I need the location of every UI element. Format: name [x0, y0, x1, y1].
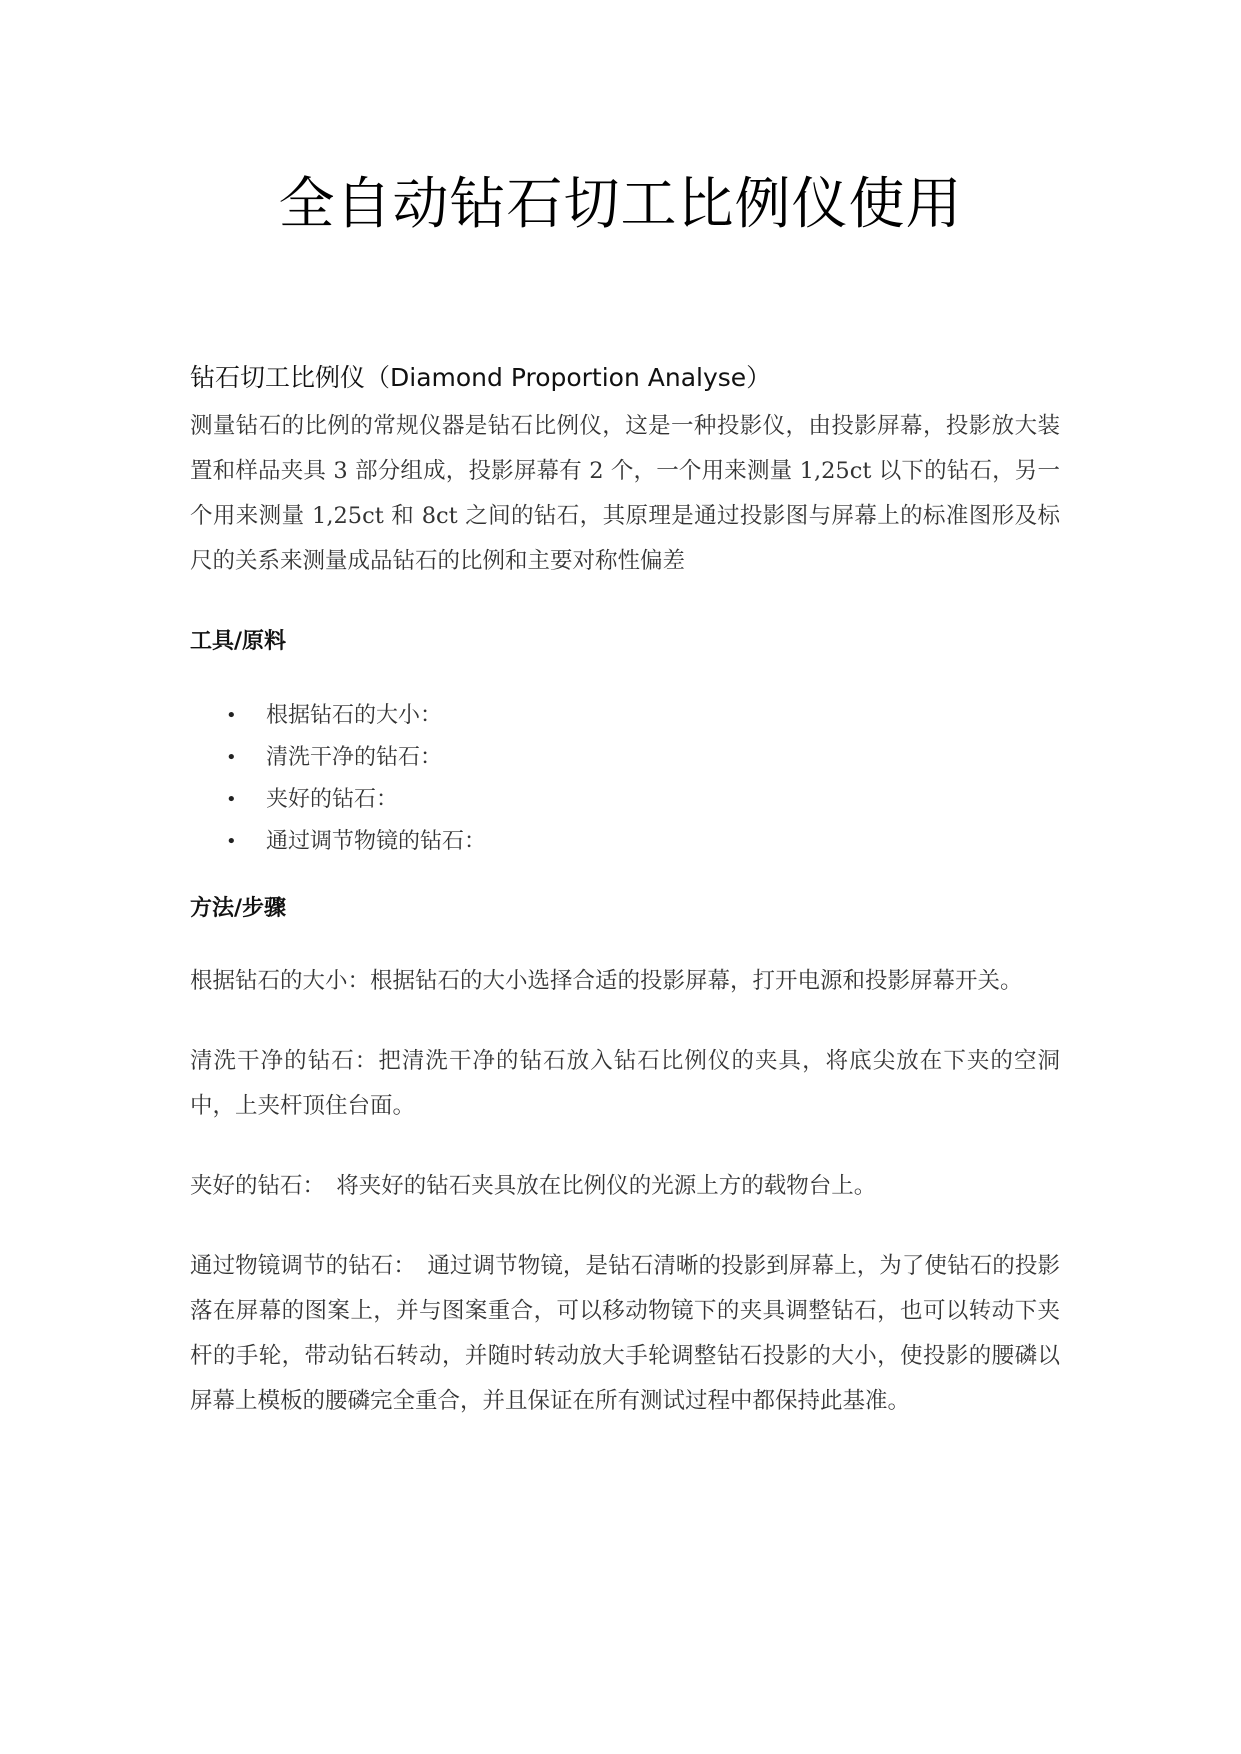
list-item [226, 779, 1060, 821]
intro-paragraph: 测量钻石的比例的常规仪器是钻石比例仪，这是一种投影仪，由投影屏幕，投影放大装置和样品夹具 3 部分组成，投影屏幕有 2 个，一个用来测量 1,25ct 以下的钻石，另一个用来测量 1,25ct 和 8ct 之间的钻石，其原理是通过投影图与屏幕上的标准图形及标尺的关系来测量成品钻石的比例和主要对称性偏差 [190, 413, 1060, 574]
tool-item-text: 清洗干净的钻石： [266, 745, 443, 770]
bullet-icon: • [226, 705, 237, 726]
tool-item-text: 通过调节物镜的钻石： [266, 829, 487, 854]
step-paragraph: 通过物镜调节的钻石： 通过调节物镜，是钻石清晰的投影到屏幕上，为了使钻石的投影落在屏幕的图案上，并与图案重合，可以移动物镜下的夹具调整钻石，也可以转动下夹杆的手轮，带动钻石转动，并随时转动放大手轮调整钻石投影的大小，使投影的腰磷以屏幕上模板的腰磷完全重合，并且保证在所有测试过程中都保持此基准。 [190, 1253, 1060, 1414]
section-heading: 钻石切工比例仪（Diamond Proportion Analyse） [190, 363, 772, 392]
document-body [190, 358, 1060, 1424]
step-paragraph: 清洗干净的钻石：把清洗干净的钻石放入钻石比例仪的夹具，将底尖放在下夹的空洞中，上夹杆顶住台面。 [190, 1048, 1060, 1119]
steps-heading: 方法/步骤 [190, 896, 287, 921]
bullet-icon: • [226, 747, 237, 768]
tools-heading: 工具/原料 [190, 629, 287, 654]
list-item [226, 737, 1060, 779]
tool-item-text: 根据钻石的大小： [266, 703, 443, 728]
tool-item-text: 夹好的钻石： [266, 787, 399, 812]
tools-list [190, 695, 1060, 863]
document-title: 全自动钻石切工比例仪使用 [278, 172, 963, 237]
list-item [226, 821, 1060, 863]
step-paragraph: 根据钻石的大小：根据钻石的大小选择合适的投影屏幕，打开电源和投影屏幕开关。 [190, 968, 1023, 994]
list-item [226, 695, 1060, 737]
bullet-icon: • [226, 789, 237, 810]
bullet-icon: • [226, 831, 237, 852]
step-paragraph: 夹好的钻石： 将夹好的钻石夹具放在比例仪的光源上方的载物台上。 [190, 1173, 877, 1199]
